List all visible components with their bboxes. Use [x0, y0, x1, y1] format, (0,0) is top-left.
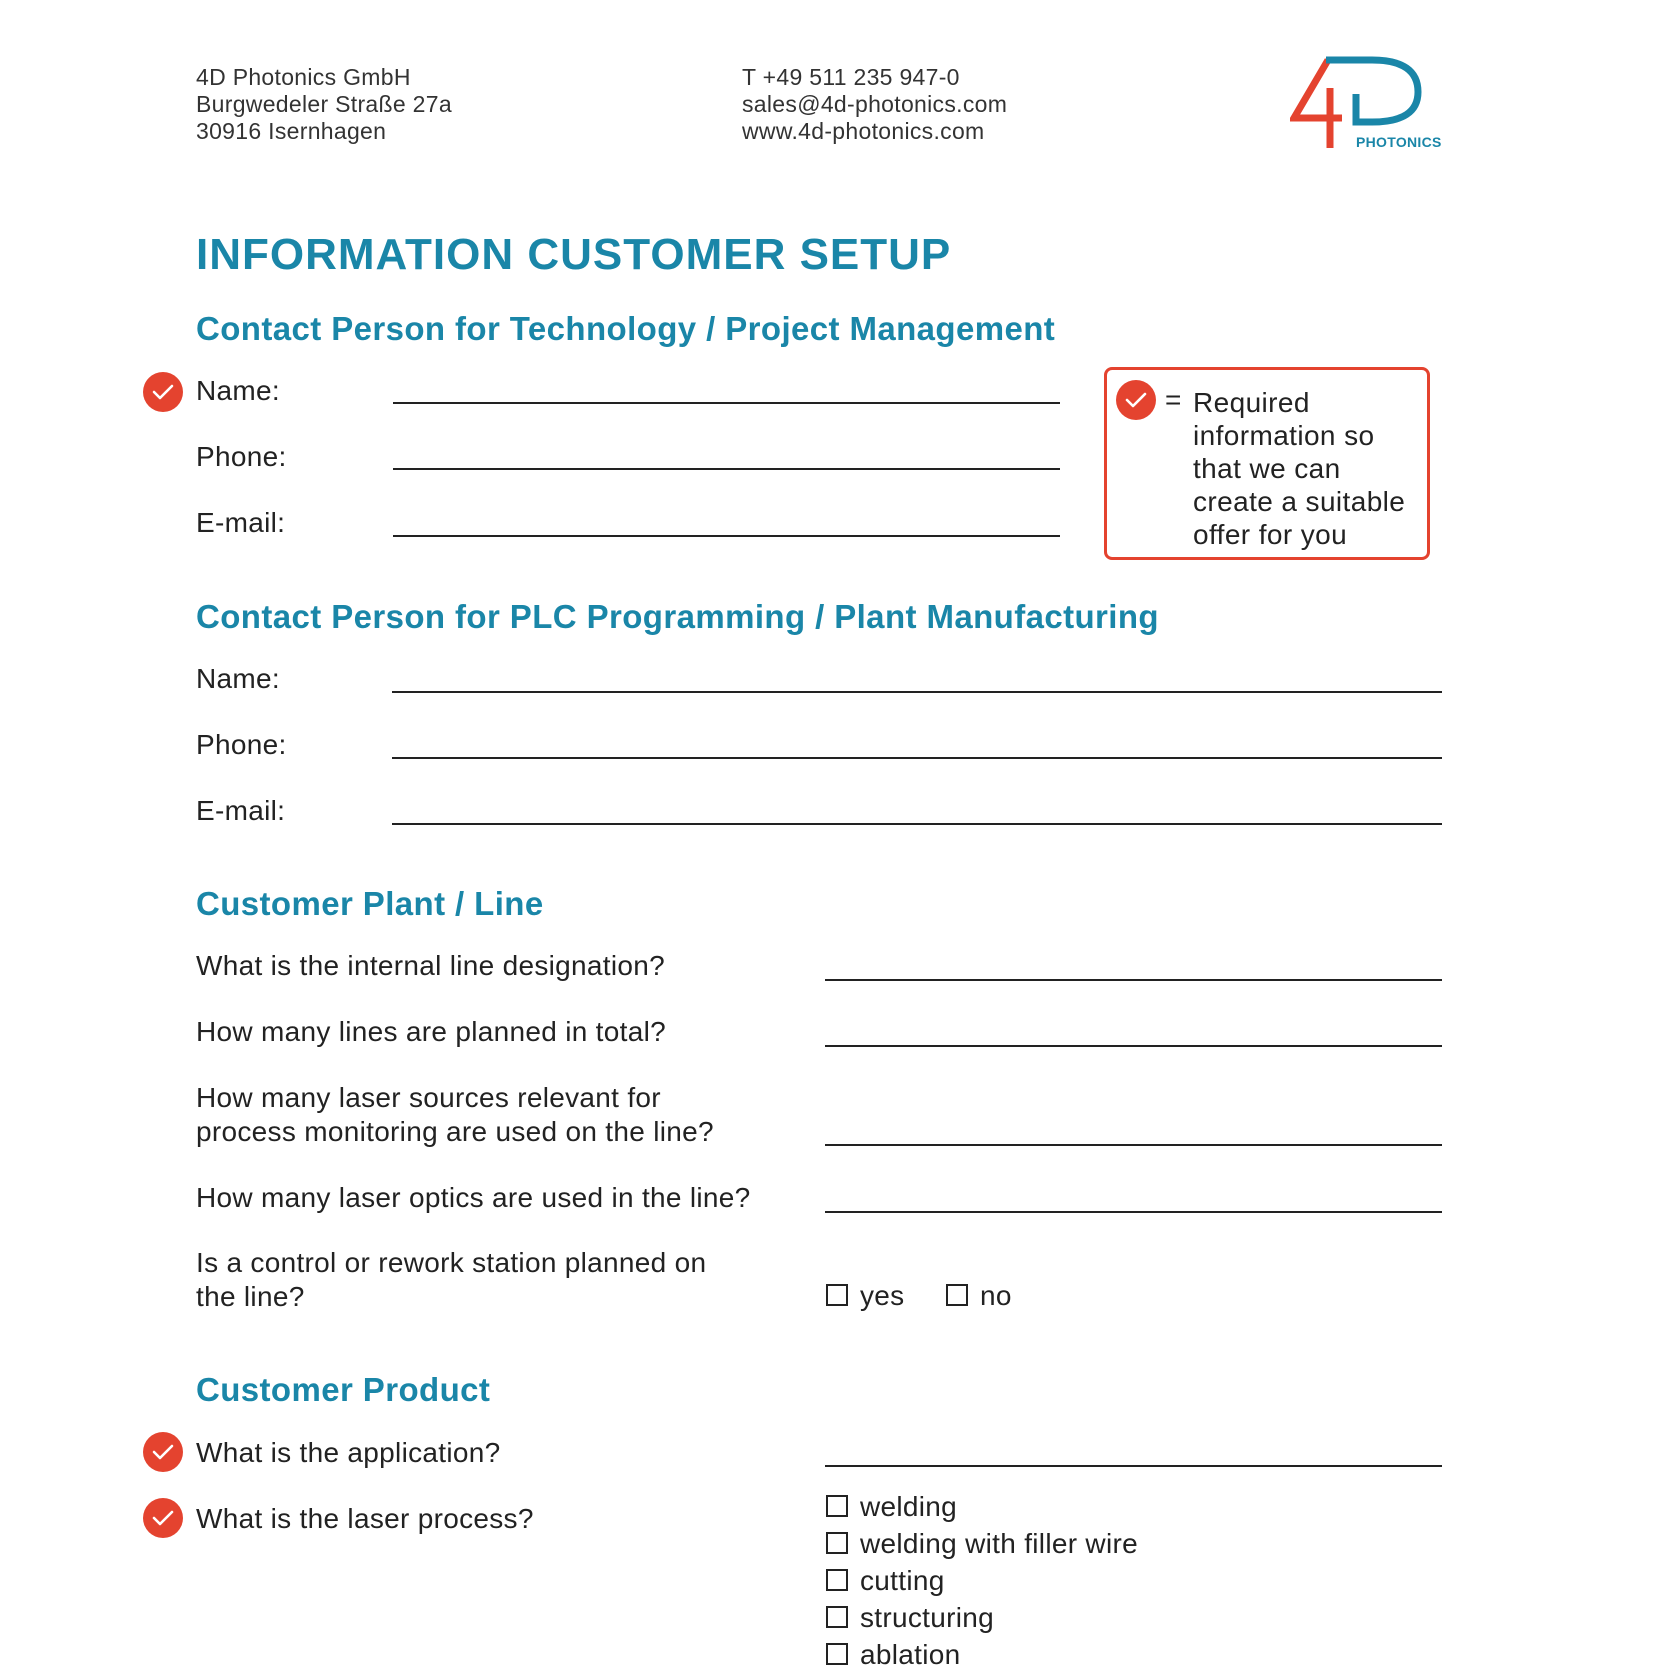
- process-option-cutting[interactable]: [826, 1565, 945, 1597]
- plc-phone-field[interactable]: [392, 757, 1442, 759]
- company-address: [196, 64, 452, 145]
- plant-laser-optics-field[interactable]: [825, 1211, 1442, 1213]
- address-line: 4D Photonics GmbH: [196, 64, 411, 90]
- plant-q-laser-sources: [196, 1081, 714, 1149]
- plant-q-line-designation: What is the internal line designation?: [196, 950, 666, 981]
- checkbox[interactable]: [826, 1606, 848, 1628]
- process-option-ablation[interactable]: [826, 1639, 960, 1671]
- section-heading-plant: Customer Plant / Line: [196, 885, 544, 922]
- required-check-icon: [143, 1432, 183, 1472]
- legend-line: information so: [1193, 420, 1375, 451]
- legend-equals: =: [1165, 384, 1182, 415]
- process-option-structuring[interactable]: [826, 1602, 994, 1634]
- plc-name-field[interactable]: [392, 691, 1442, 693]
- question-line: process monitoring are used on the line?: [196, 1116, 714, 1147]
- rework-no-option[interactable]: [946, 1280, 1012, 1312]
- required-check-icon: [143, 1498, 183, 1538]
- legend-line: that we can: [1193, 453, 1341, 484]
- required-check-icon: [143, 372, 183, 412]
- legend-text: [1193, 386, 1405, 551]
- tech-name-label: Name:: [196, 375, 280, 406]
- section-heading-plc: Contact Person for PLC Programming / Plant Manufacturing: [196, 598, 1159, 635]
- tech-phone-label: Phone:: [196, 441, 287, 472]
- option-label: welding with filler wire: [860, 1528, 1138, 1559]
- plc-email-label: E-mail:: [196, 795, 286, 826]
- logo-word: PHOTONICS: [1356, 134, 1442, 150]
- product-q-application: What is the application?: [196, 1437, 501, 1468]
- checkbox-no[interactable]: [946, 1284, 968, 1306]
- option-label: cutting: [860, 1565, 945, 1596]
- no-label: no: [980, 1280, 1012, 1311]
- plc-name-label: Name:: [196, 663, 280, 694]
- option-label: structuring: [860, 1602, 995, 1633]
- plant-q-rework-station: [196, 1246, 706, 1314]
- plant-lines-total-field[interactable]: [825, 1045, 1442, 1047]
- product-application-field[interactable]: [825, 1465, 1442, 1467]
- plant-q-lines-total: How many lines are planned in total?: [196, 1016, 666, 1047]
- plant-line-designation-field[interactable]: [825, 979, 1442, 981]
- question-line: the line?: [196, 1281, 305, 1312]
- address-line: 30916 Isernhagen: [196, 118, 387, 144]
- required-legend-box: [1104, 367, 1430, 560]
- legend-line: offer for you: [1193, 519, 1348, 550]
- checkbox[interactable]: [826, 1569, 848, 1591]
- tech-name-field[interactable]: [393, 402, 1060, 404]
- plant-laser-sources-field[interactable]: [825, 1144, 1442, 1146]
- tech-email-field[interactable]: [393, 535, 1060, 537]
- section-heading-product: Customer Product: [196, 1371, 491, 1408]
- page-title: INFORMATION CUSTOMER SETUP: [196, 230, 952, 279]
- checkbox[interactable]: [826, 1643, 848, 1665]
- checkbox[interactable]: [826, 1495, 848, 1517]
- website-text: www.4d-photonics.com: [742, 118, 985, 144]
- email-text: sales@4d-photonics.com: [742, 91, 1008, 117]
- option-label: welding: [860, 1491, 958, 1522]
- address-line: Burgwedeler Straße 27a: [196, 91, 452, 117]
- legend-line: Required: [1193, 387, 1310, 418]
- process-option-welding-filler[interactable]: [826, 1528, 1138, 1560]
- product-q-laser-process: What is the laser process?: [196, 1503, 534, 1534]
- option-label: ablation: [860, 1639, 961, 1670]
- process-option-welding[interactable]: [826, 1491, 957, 1523]
- phone-text: T +49 511 235 947-0: [742, 64, 960, 90]
- question-line: Is a control or rework station planned on: [196, 1247, 707, 1278]
- checkbox[interactable]: [826, 1532, 848, 1554]
- section-heading-technology: Contact Person for Technology / Project Management: [196, 310, 1056, 347]
- plc-phone-label: Phone:: [196, 729, 287, 760]
- plc-email-field[interactable]: [392, 823, 1442, 825]
- plant-q-laser-optics: How many laser optics are used in the line?: [196, 1182, 751, 1213]
- yes-label: yes: [860, 1280, 905, 1311]
- tech-phone-field[interactable]: [393, 468, 1060, 470]
- company-contact: [742, 64, 1007, 145]
- checkbox-yes[interactable]: [826, 1284, 848, 1306]
- company-logo: [1290, 54, 1450, 154]
- tech-email-label: E-mail:: [196, 507, 286, 538]
- required-check-icon: [1116, 380, 1156, 420]
- legend-line: create a suitable: [1193, 486, 1406, 517]
- question-line: How many laser sources relevant for: [196, 1082, 661, 1113]
- rework-yes-option[interactable]: [826, 1280, 904, 1312]
